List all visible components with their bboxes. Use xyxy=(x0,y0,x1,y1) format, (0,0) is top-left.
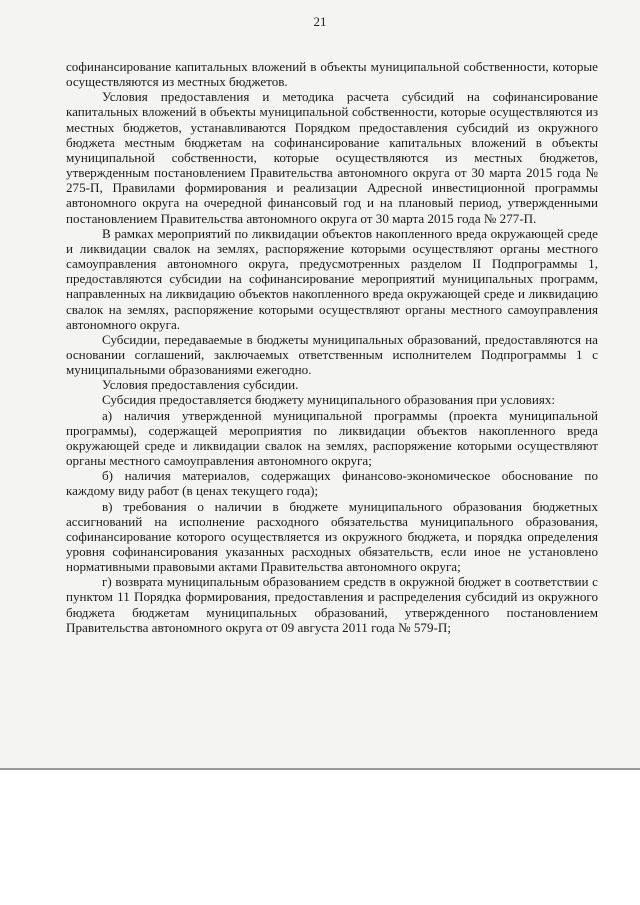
scan-bottom-edge xyxy=(0,768,640,770)
paragraph-subsidy-agreements: Субсидии, передаваемые в бюджеты муниципальных образований, предоставляются на основании соглашений, заключаемых ответственным исполнителем Подпрограммы 1 с муниципальными образованиями ежегодно. xyxy=(66,331,598,378)
condition-item-a: а) наличия утвержденной муниципальной программы (проекта муниципальной программы), содержащей мероприятия по ликвидации объектов накопленного вреда окружающей среде и ликвидации свалок на землях, распоряжение которыми осуществляют органы местного самоуправления автономного округа; xyxy=(66,407,598,469)
condition-item-g: г) возврата муниципальным образованием средств в окружной бюджет в соответствии с пунктом 11 Порядка формирования, предоставления и распределения субсидий из окружного бюджета бюджетам муниципальных образований, утвержденного постановлением Правительства автономного округа от 09 августа 2011 года № 579-П; xyxy=(66,574,598,635)
document-body xyxy=(66,59,598,635)
paragraph-waste-liquidation: В рамках мероприятий по ликвидации объектов накопленного вреда окружающей среде и ликвидации свалок на землях, распоряжение которыми осуществляют органы местного самоуправления автономного округа, предусмотренных разделом II Подпрограммы 1, предоставляются субсидии на софинансирование мероприятий муниципальных программ, направленных на ликвидацию объектов накопленного вреда окружающей среде и ликвидацию свалок на землях, распоряжение которыми осуществляют органы местного самоуправления автономного округа. xyxy=(66,225,598,332)
paragraph-continuation: софинансирование капитальных вложений в объекты муниципальной собственности, которые осуществляются из местных бюджетов. xyxy=(66,59,598,90)
condition-item-v: в) требования о наличии в бюджете муниципального образования бюджетных ассигнований на исполнение расходного обязательства муниципального образования, софинансирование которого осуществляется из окружного бюджета, и порядка определения уровня софинансирования указанных расходных обязательств, если иное не установлено нормативными правовыми актами Правительства автономного округа; xyxy=(66,498,598,575)
page-number: 21 xyxy=(313,14,327,29)
paragraph-conditions-intro: Субсидия предоставляется бюджету муниципального образования при условиях: xyxy=(102,392,556,408)
paragraph-subsidy-methodology: Условия предоставления и методика расчета субсидий на софинансирование капитальных вложений в объекты муниципальной собственности, которые осуществляются из местных бюджетов, устанавливаются Порядком предоставления субсидий из окружного бюджета местным бюджетам на софинансирование капитальных вложений в объекты муниципальной собственности, которые осуществляются из местных бюджетов, утвержденным постановлением Правительства автономного округа от 30 марта 2015 года № 275-П, Правилами формирования и реализации Адресной инвестиционной программы автономного округа на очередной финансовый год и на плановый период, утвержденными постановлением Правительства автономного округа от 30 марта 2015 года № 277-П. xyxy=(66,89,598,226)
condition-item-b: б) наличия материалов, содержащих финансово-экономическое обоснование по каждому виду работ (в ценах текущего года); xyxy=(66,468,598,499)
paragraph-conditions-heading: Условия предоставления субсидии. xyxy=(102,377,299,393)
